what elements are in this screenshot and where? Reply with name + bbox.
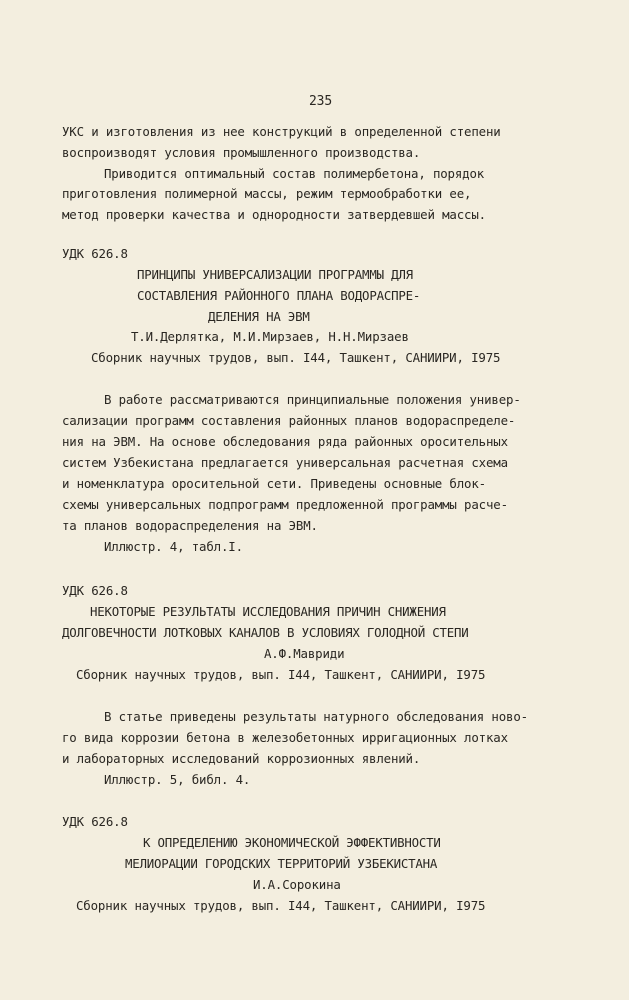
entry-authors: Т.И.Дерлятка, М.И.Мирзаев, Н.Н.Мирзаев — [131, 329, 409, 344]
entry-title-line: К ОПРЕДЕЛЕНИЮ ЭКОНОМИЧЕСКОЙ ЭФФЕКТИВНОСТИ — [143, 835, 441, 850]
abstract-line: и лабораторных исследований коррозионных явлений. — [62, 751, 421, 766]
entry-authors: И.А.Сорокина — [253, 877, 341, 892]
entry-source: Сборник научных трудов, вып. I44, Ташкент, САНИИРИ, I975 — [76, 898, 486, 913]
entry-title-line: СОСТАВЛЕНИЯ РАЙОННОГО ПЛАНА ВОДОРАСПРЕ- — [137, 288, 421, 303]
entry-title-line: НЕКОТОРЫЕ РЕЗУЛЬТАТЫ ИССЛЕДОВАНИЯ ПРИЧИН СНИЖЕНИЯ — [90, 604, 446, 619]
intro-line: метод проверки качества и однородности затвердевшей массы. — [62, 207, 486, 222]
entry-title-line: ПРИНЦИПЫ УНИВЕРСАЛИЗАЦИИ ПРОГРАММЫ ДЛЯ — [137, 267, 413, 282]
abstract-line: и номенклатура оросительной сети. Приведены основные блок- — [62, 476, 486, 491]
intro-line: Приводится оптимальный состав полимербетона, порядок — [104, 166, 485, 181]
udk-code: УДК 626.8 — [62, 246, 128, 261]
udk-code: УДК 626.8 — [62, 583, 128, 598]
abstract-line: ния на ЭВМ. На основе обследования ряда районных оросительных — [62, 434, 508, 449]
abstract-line: сализации программ составления районных планов водораспределе- — [62, 413, 516, 428]
entry-source: Сборник научных трудов, вып. I44, Ташкент, САНИИРИ, I975 — [76, 667, 486, 682]
intro-line: УКС и изготовления из нее конструкций в определенной степени — [62, 124, 501, 139]
entry-authors: А.Ф.Мавриди — [264, 646, 345, 661]
intro-line: приготовления полимерной массы, режим термообработки ее, — [62, 186, 472, 201]
entry-notes: Иллюстр. 4, табл.I. — [104, 539, 243, 554]
abstract-line: го вида коррозии бетона в железобетонных ирригационных лотках — [62, 730, 508, 745]
abstract-line: схемы универсальных подпрограмм предложенной программы расче- — [62, 497, 508, 512]
abstract-line: В статье приведены результаты натурного обследования ново- — [104, 709, 528, 724]
abstract-line: та планов водораспределения на ЭВМ. — [62, 518, 318, 533]
abstract-line: В работе рассматриваются принципиальные положения универ- — [104, 392, 521, 407]
entry-title-line: МЕЛИОРАЦИИ ГОРОДСКИХ ТЕРРИТОРИЙ УЗБЕКИСТАНА — [125, 856, 438, 871]
entry-source: Сборник научных трудов, вып. I44, Ташкент, САНИИРИ, I975 — [91, 350, 501, 365]
page-number: 235 — [309, 94, 333, 109]
entry-title-line: ДЕЛЕНИЯ НА ЭВМ — [208, 309, 310, 324]
intro-line: воспроизводят условия промышленного производства. — [62, 145, 421, 160]
udk-code: УДК 626.8 — [62, 814, 128, 829]
entry-notes: Иллюстр. 5, библ. 4. — [104, 772, 251, 787]
abstract-line: систем Узбекистана предлагается универсальная расчетная схема — [62, 455, 508, 470]
entry-title-line: ДОЛГОВЕЧНОСТИ ЛОТКОВЫХ КАНАЛОВ В УСЛОВИЯХ ГОЛОДНОЙ СТЕПИ — [62, 625, 469, 640]
